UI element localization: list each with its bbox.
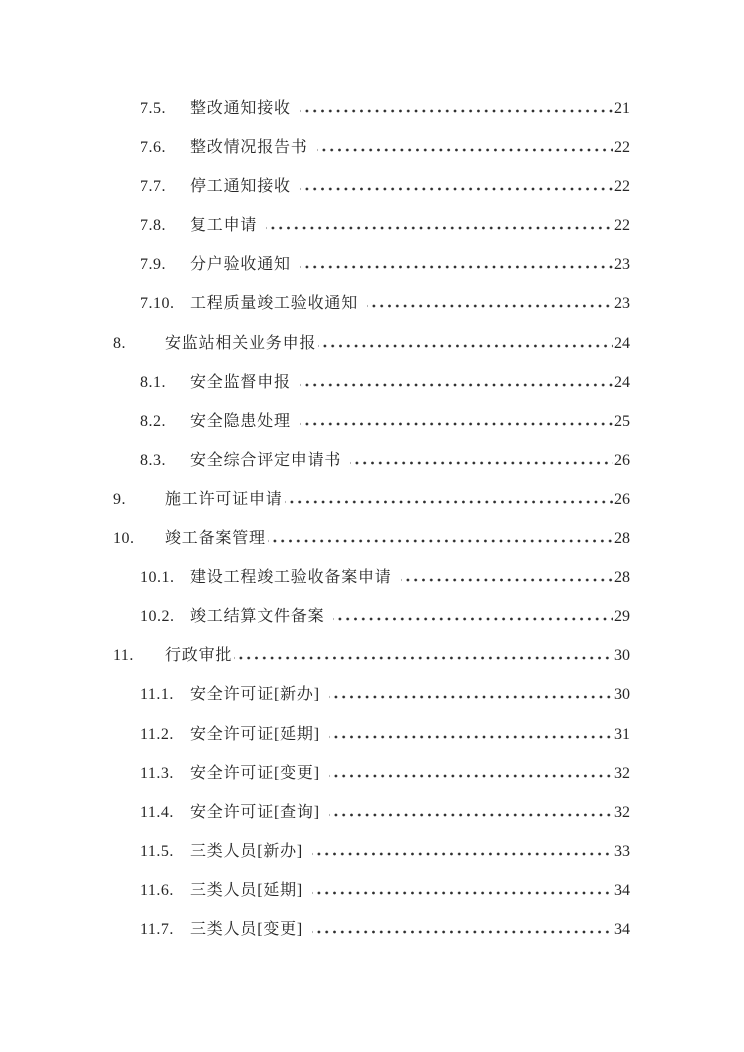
toc-entry-title: 安全隐患处理 [190, 412, 291, 430]
dot-leader [318, 342, 613, 348]
toc-entry[interactable] [113, 284, 630, 323]
toc-entry-number: 7.7. [140, 178, 166, 196]
toc-entry-title: 安全许可证[变更] [190, 764, 320, 782]
toc-entry-page: 26 [614, 490, 630, 508]
toc-entry-page: 22 [614, 217, 630, 235]
toc-entry[interactable] [113, 832, 630, 871]
toc-entry-title: 安全综合评定申请书 [190, 451, 342, 469]
toc-entry-number: 7.10. [140, 295, 175, 313]
table-of-contents [113, 89, 630, 949]
dot-leader [268, 537, 613, 543]
dot-leader [300, 420, 613, 426]
toc-entry-page: 23 [614, 295, 630, 313]
toc-entry[interactable] [113, 441, 630, 480]
dot-leader [367, 302, 613, 308]
toc-entry-number: 11.2. [140, 725, 174, 743]
toc-entry-page: 31 [614, 725, 630, 743]
toc-entry-page: 32 [614, 764, 630, 782]
dot-leader [300, 185, 613, 191]
dot-leader [312, 928, 613, 934]
toc-entry-number: 11.1. [140, 686, 174, 704]
toc-entry-page: 28 [614, 530, 630, 548]
toc-entry-title: 复工申请 [190, 217, 258, 235]
toc-entry-page: 32 [614, 803, 630, 821]
dot-leader [401, 576, 613, 582]
dot-leader [300, 263, 613, 269]
toc-entry[interactable] [113, 363, 630, 402]
toc-entry-number: 7.6. [140, 139, 166, 157]
dot-leader [350, 459, 613, 465]
toc-entry[interactable] [113, 324, 630, 363]
toc-entry-number: 11.5. [140, 842, 174, 860]
toc-entry-page: 26 [614, 451, 630, 469]
toc-entry-number: 11.7. [140, 920, 174, 938]
toc-entry-number: 10.1. [140, 569, 175, 587]
toc-entry[interactable] [113, 871, 630, 910]
dot-leader [234, 654, 613, 660]
toc-entry[interactable] [113, 89, 630, 128]
toc-entry-number: 8.2. [140, 412, 166, 430]
toc-entry-page: 22 [614, 178, 630, 196]
toc-entry-title: 安监站相关业务申报 [165, 334, 317, 352]
toc-entry[interactable] [113, 675, 630, 714]
toc-entry-number: 10.2. [140, 608, 175, 626]
toc-entry-number: 7.8. [140, 217, 166, 235]
toc-entry-number: 11. [113, 647, 134, 665]
toc-entry-title: 安全许可证[查询] [190, 803, 320, 821]
toc-entry-title: 安全许可证[延期] [190, 725, 320, 743]
toc-entry-title: 分户验收通知 [190, 256, 291, 274]
dot-leader [300, 107, 613, 113]
toc-entry-number: 9. [113, 490, 126, 508]
toc-entry[interactable] [113, 206, 630, 245]
toc-entry-title: 整改通知接收 [190, 100, 291, 117]
toc-entry-title: 三类人员[变更] [190, 920, 304, 938]
toc-entry-page: 34 [614, 920, 630, 938]
toc-entry[interactable] [113, 597, 630, 636]
toc-entry-title: 三类人员[延期] [190, 881, 304, 899]
toc-entry[interactable] [113, 636, 630, 675]
toc-entry-title: 安全许可证[新办] [190, 686, 320, 704]
dot-leader [329, 772, 613, 778]
toc-entry[interactable] [113, 128, 630, 167]
dot-leader [329, 811, 613, 817]
toc-entry-number: 11.3. [140, 764, 174, 782]
toc-entry-page: 21 [614, 100, 630, 117]
toc-entry[interactable] [113, 558, 630, 597]
toc-entry[interactable] [113, 519, 630, 558]
toc-entry-number: 8.3. [140, 451, 166, 469]
toc-entry[interactable] [113, 480, 630, 519]
toc-entry[interactable] [113, 793, 630, 832]
toc-entry-page: 30 [614, 686, 630, 704]
toc-entry-number: 8. [113, 334, 126, 352]
toc-entry-title: 竣工结算文件备案 [190, 608, 325, 626]
toc-entry-title: 施工许可证申请 [165, 490, 283, 508]
dot-leader [312, 850, 613, 856]
toc-entry[interactable] [113, 245, 630, 284]
toc-entry-number: 10. [113, 530, 135, 548]
dot-leader [285, 498, 613, 504]
toc-entry[interactable] [113, 754, 630, 793]
toc-entry[interactable] [113, 167, 630, 206]
dot-leader [266, 224, 613, 230]
toc-entry-page: 33 [614, 842, 630, 860]
toc-entry-title: 工程质量竣工验收通知 [190, 295, 359, 313]
dot-leader [312, 889, 613, 895]
toc-entry-page: 30 [614, 647, 630, 665]
toc-entry-number: 7.5. [140, 100, 166, 117]
toc-entry-number: 7.9. [140, 256, 166, 274]
dot-leader [329, 733, 613, 739]
toc-entry[interactable] [113, 715, 630, 754]
toc-entry-number: 8.1. [140, 373, 166, 391]
toc-entry-title: 竣工备案管理 [165, 530, 266, 548]
toc-entry-page: 34 [614, 881, 630, 899]
toc-entry[interactable] [113, 910, 630, 949]
toc-entry-page: 25 [614, 412, 630, 430]
toc-entry-title: 建设工程竣工验收备案申请 [190, 569, 392, 587]
toc-entry-page: 24 [614, 334, 630, 352]
toc-entry-page: 28 [614, 569, 630, 587]
toc-entry-number: 11.6. [140, 881, 174, 899]
dot-leader [333, 615, 613, 621]
toc-entry-title: 整改情况报告书 [190, 139, 308, 157]
toc-entry-page: 23 [614, 256, 630, 274]
toc-entry-number: 11.4. [140, 803, 174, 821]
dot-leader [317, 146, 613, 152]
toc-entry-page: 24 [614, 373, 630, 391]
dot-leader [329, 693, 613, 699]
toc-entry-page: 29 [614, 608, 630, 626]
toc-entry-page: 22 [614, 139, 630, 157]
toc-entry[interactable] [113, 402, 630, 441]
toc-entry-title: 三类人员[新办] [190, 842, 304, 860]
dot-leader [300, 381, 613, 387]
toc-entry-title: 行政审批 [165, 647, 233, 665]
toc-entry-title: 安全监督申报 [190, 373, 291, 391]
toc-entry-title: 停工通知接收 [190, 178, 291, 196]
